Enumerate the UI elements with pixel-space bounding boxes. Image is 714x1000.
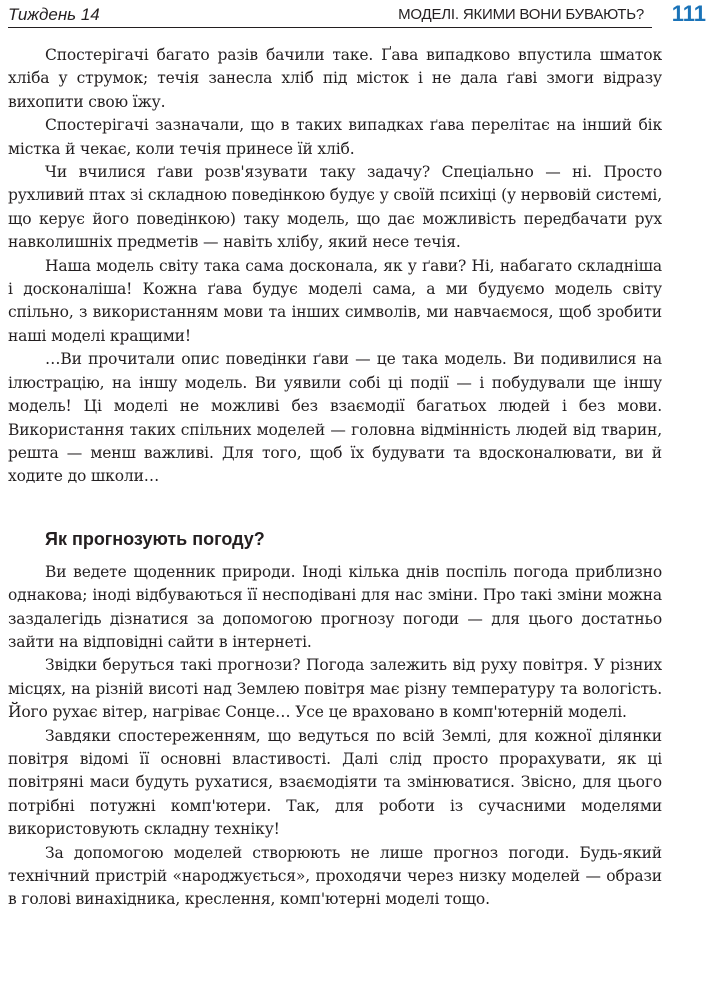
paragraph: Наша модель світу така сама досконала, як у ґави? Ні, набагато складніша і досконаліша! Кожна ґава будує моделі сама, а ми будуємо модель світу спільно, з використанням мови та інших символів, ми навчаємося, щоб зробити наші моделі кращими! [8,256,662,345]
week-label: Тиждень 14 [8,5,100,24]
paragraph: Чи вчилися ґави розв'язувати таку задачу? Спеціально — ні. Просто рухливий птах зі складною поведінкою будує у своїй психіці (у нервовій системі, що керує його поведінкою) таку модель, що дає можливість передбачати рух навколишніх предметів — навіть хлібу, який несе течія. [8,163,663,252]
page-content [8,44,662,912]
paragraph: Ви ведете щоденник природи. Іноді кілька днів поспіль погода приблизно однакова; іноді відбуваються її несподівані для нас зміни. Про такі зміни можна заздалегідь дізнатися за допомогою прогнозу погоди — для цього достатньо зайти на відповідні сайти в інтернеті. [8,562,662,651]
running-title: МОДЕЛІ. ЯКИМИ ВОНИ БУВАЮТЬ? [398,6,644,23]
paragraph: Завдяки спостереженням, що ведуться по всій Землі, для кожної ділянки повітря відомі її основні властивості. Далі слід просто прорахувати, як ці повітряні маси будуть рухатися, взаємодіяти та змінюватися. Звісно, для цього потрібні потужні комп'ютери. Так, для роботи із сучасними моделями використовують складну техніку! [8,726,662,839]
section-heading: Як прогнозують погоду? [45,528,265,549]
page-header [8,0,706,30]
header-rule [8,27,652,28]
page-number: 111 [671,1,706,26]
paragraph: Звідки беруться такі прогнози? Погода залежить від руху повітря. У різних місцях, на різній висоті над Землею повітря має різну температуру та вологість. Його рухає вітер, нагріває Сонце… Усе це враховано в комп'ютерній моделі. [8,656,662,722]
paragraph: Спостерігачі багато разів бачили таке. Ґава випадково впустила шматок хліба у струмок; течія занесла хліб під місток і не дала ґаві змоги відразу вихопити свою їжу. [8,46,662,111]
paragraph: За допомогою моделей створюють не лише прогноз погоди. Будь-який технічний пристрій «народжується», проходячи через низку моделей — образи в голові винахідника, креслення, комп'ютерні моделі тощо. [8,843,662,909]
paragraph: Спостерігачі зазначали, що в таких випадках ґава перелітає на інший бік містка й чекає, коли течія принесе їй хліб. [8,116,662,158]
paragraph: …Ви прочитали опис поведінки ґави — це така модель. Ви подивилися на ілюстрацію, на іншу модель. Ви уявили собі ці події — і побудували ще іншу модель! Ці моделі не можливі без взаємодії багатьох людей і без мови. Використання таких спільних моделей — головна відмінність людей від тварин, решта — менш важливі. Для того, щоб їх будувати та вдосконалювати, ви й ходите до школи… [8,350,662,486]
